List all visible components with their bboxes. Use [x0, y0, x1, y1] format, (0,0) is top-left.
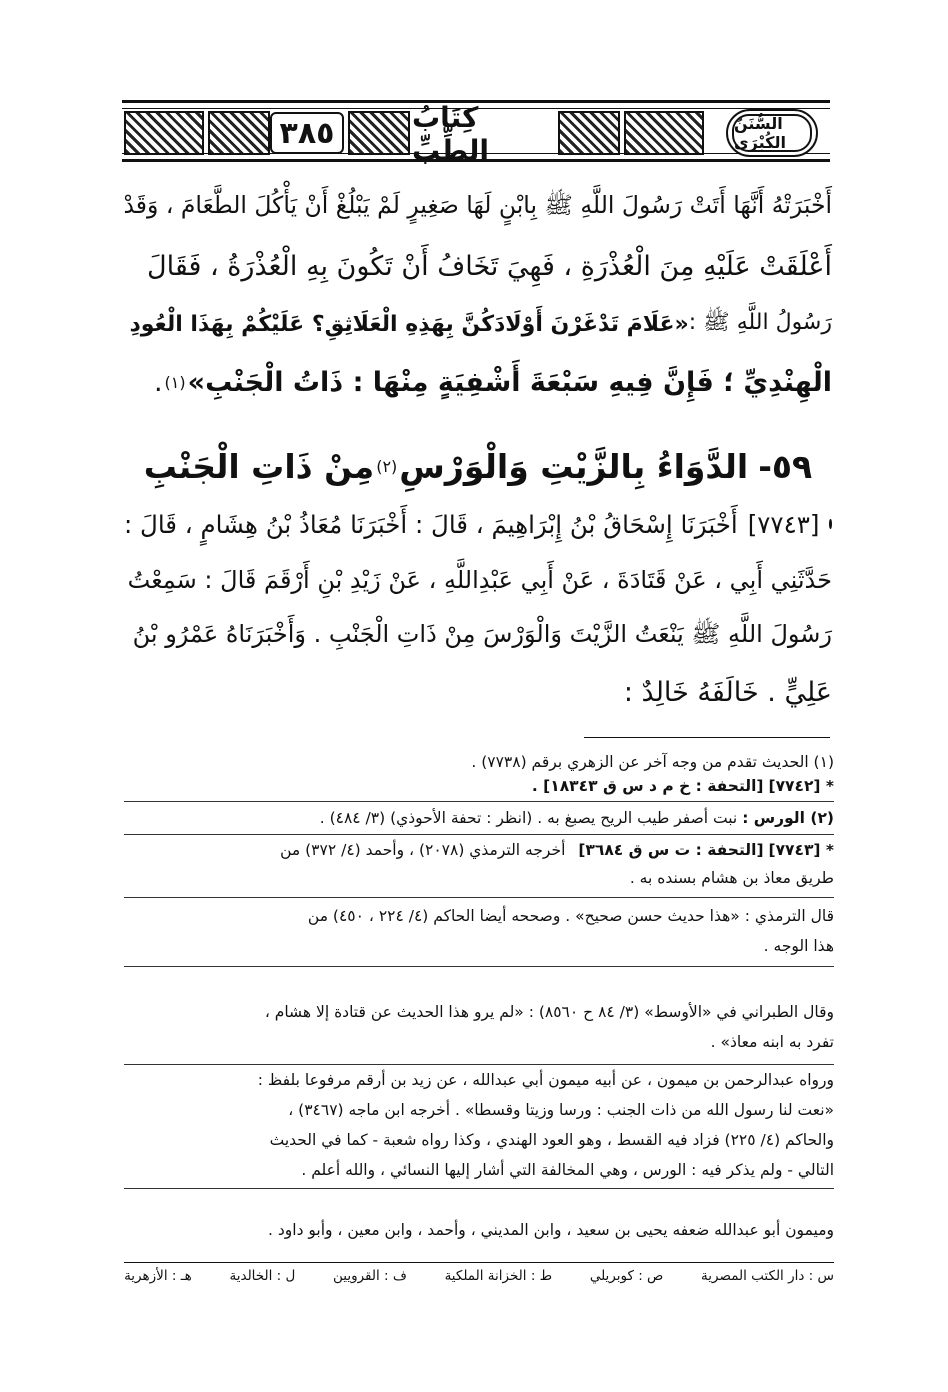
- hadith-line-1: [124, 496, 832, 552]
- footnote-star-2-text: أخرجه الترمذي (٢٠٧٨) ، وأحمد (٤/ ٣٧٢) من: [280, 841, 566, 859]
- legend-item: ف : القرويين: [332, 1268, 407, 1284]
- section-title-part1: الدَّوَاءُ بِالزَّيْتِ وَالْوَرْسِ: [399, 446, 749, 486]
- footnote-divider-2: [124, 834, 834, 835]
- hadith-line-3: [124, 608, 832, 664]
- footnote-2-text: نبت أصفر طيب الريح يصبغ به . (انظر : تحفة الأحوذي) (٣/ ٤٨٤) .: [319, 809, 738, 827]
- footnote-p3-line1: ورواه عبدالرحمن بن ميمون ، عن أبيه ميمون أبي عبدالله ، عن زيد بن أرقم مرفوعا بلفظ :: [257, 1071, 834, 1089]
- ornament-center-left: [348, 111, 410, 155]
- footnote-2-label: (٢) الورس :: [742, 809, 834, 827]
- footnote-star-2: [124, 838, 834, 862]
- text-line-3-prefix: رَسُولُ اللَّهِ ﷺ :: [688, 310, 832, 335]
- manuscript-legend: [124, 1268, 834, 1290]
- footnote-p2-line2: تفرد به ابنه معاذ» .: [710, 1033, 834, 1051]
- footnote-divider-3: [124, 897, 834, 898]
- footnote-star-1-id: * [٧٧٤٢]: [768, 777, 834, 795]
- header-inner-frame: [122, 101, 830, 167]
- footnote-star-1: [124, 774, 834, 798]
- legend-item: ص : كوبريلي: [589, 1268, 664, 1284]
- hadith-line-2-content: حَدَّثَنِي أَبِي ، عَنْ قَتَادَةَ ، عَنْ أَبِي عَبْدِاللَّهِ ، عَنْ زَيْدِ بْنِ أَرْقَمَ قَالَ : سَمِعْتُ: [127, 566, 832, 594]
- section-title-part2: مِنْ ذَاتِ الْجَنْبِ: [143, 446, 375, 486]
- text-line-2: [124, 238, 832, 294]
- section-number: ٥٩-: [758, 446, 813, 486]
- hadith-line-2: [124, 552, 832, 608]
- legend-item: س : دار الكتب المصرية: [701, 1268, 834, 1284]
- text-line-2-content: أَعْلَقَتْ عَلَيْهِ مِنَ الْعُذْرَةِ ، فَهِيَ تَخَافُ أَنْ تَكُونَ بِهِ الْعُذْرَةُ ، فَقَالَ: [147, 250, 832, 282]
- medallion-text: السُّنَنُ الكُبْرَى: [732, 114, 812, 152]
- hadith-id: [٧٧٤٣]: [747, 509, 820, 539]
- text-line-4-end: .: [153, 366, 163, 398]
- legend-item: ط : الخزانة الملكية: [444, 1268, 553, 1284]
- series-medallion: [726, 109, 818, 157]
- page-number: ٣٨٥: [270, 112, 344, 154]
- footnote-divider-1: [124, 801, 834, 802]
- page-header: [122, 100, 830, 167]
- footnote-divider-5: [124, 1064, 834, 1065]
- ornament-center-right: [558, 111, 620, 155]
- footnote-1: (١) الحديث تقدم من وجه آخر عن الزهري برقم (٧٧٣٨) .: [471, 753, 834, 771]
- footnote-p3-line3: والحاكم (٤/ ٢٢٥) فزاد فيه القسط ، وهو العود الهندي ، وكذا رواه شعبة - كما في الحديث: [269, 1131, 834, 1149]
- footnote-p1-line2: هذا الوجه .: [763, 937, 834, 955]
- footnote-divider-4: [124, 966, 834, 967]
- text-line-3: [124, 296, 832, 352]
- footnote-marker-2: (٢): [376, 456, 398, 476]
- footnote-p3-line2: «نعت لنا رسول الله من ذات الجنب : ورسا وزيتا وقسطا» . أخرجه ابن ماجه (٣٤٦٧) ،: [288, 1101, 834, 1119]
- text-line-1: [124, 180, 832, 236]
- text-line-4-quote: الْهِنْدِيِّ ؛ فَإِنَّ فِيهِ سَبْعَةَ أَشْفِيَةٍ مِنْهَا : ذَاتُ الْجَنْبِ»: [187, 366, 832, 398]
- ornament-left-outer: [124, 111, 204, 155]
- ornament-right-inner: [624, 111, 704, 155]
- legend-rule: [124, 1262, 834, 1263]
- hadith-line-4-content: عَلِيٍّ . خَالَفَهُ خَالِدٌ :: [623, 676, 832, 708]
- footnote-divider-6: [124, 1188, 834, 1189]
- footnote-star-2-id: * [٧٧٤٣]: [768, 841, 834, 859]
- section-heading: [124, 434, 832, 498]
- ornament-left-inner: [208, 111, 270, 155]
- legend-item: ل : الخالدية: [229, 1268, 296, 1284]
- hadith-line-4: [124, 664, 832, 720]
- footnote-star-2-cont: طريق معاذ بن هشام بسنده به .: [629, 869, 834, 887]
- hadith-line-1-content: أَخْبَرَنَا إِسْحَاقُ بْنُ إِبْرَاهِيمَ ، قَالَ : أَخْبَرَنَا مُعَاذُ بْنُ هِشَامٍ ، قَالَ :: [124, 509, 738, 539]
- legend-item: هـ : الأزهرية: [124, 1268, 192, 1284]
- footnote-p4-line1: وميمون أبو عبدالله ضعفه يحيى بن سعيد ، وابن المديني ، وأحمد ، وابن معين ، وأبو داود .: [268, 1221, 834, 1239]
- text-line-1-content: أَخْبَرَتْهُ أَنَّهَا أَتَتْ رَسُولَ اللَّهِ ﷺ بِابْنٍ لَهَا صَغِيرٍ لَمْ يَبْلُغْ أَنْ يَأْكُلَ الطَّعَامَ ، وَقَدْ: [123, 191, 832, 219]
- footnote-star-2-tuhfa: [التحفة : ت س ق ٣٦٨٤]: [578, 841, 764, 859]
- footnote-2: [124, 806, 834, 830]
- footnote-star-1-text: [التحفة : خ م د س ق ١٨٣٤٣] .: [531, 777, 764, 795]
- footnote-p3-line4: التالي - ولم يذكر فيه : الورس ، وهي المخالفة التي أشار إليها النسائي ، والله أعلم .: [301, 1161, 834, 1179]
- book-title: كِتَابُ الطِّبِّ: [412, 101, 490, 167]
- text-line-4: [124, 354, 832, 410]
- footnote-p2-line1: وقال الطبراني في «الأوسط» (٣/ ٨٤ ح ٨٥٦٠) : «لم يرو هذا الحديث عن قتادة إلا هشام ،: [264, 1003, 834, 1021]
- text-line-3-quote: «عَلَامَ تَدْغَرْنَ أَوْلَادَكُنَّ بِهَذِهِ الْعَلَاثِقِ؟ عَلَيْكُمْ بِهَذَا الْعُودِ: [129, 311, 689, 337]
- bullet-icon: [829, 519, 832, 529]
- footnote-p1-line1: قال الترمذي : «هذا حديث حسن صحيح» . وصححه أيضا الحاكم (٤/ ٢٢٤ ، ٤٥٠) من: [307, 907, 834, 925]
- footnote-rule: [584, 737, 830, 738]
- footnote-marker-1: (١): [164, 372, 186, 392]
- hadith-line-3-content: رَسُولَ اللَّهِ ﷺ يَنْعَتُ الزَّيْتَ وَالْوَرْسَ مِنْ ذَاتِ الْجَنْبِ . وَأَخْبَرَنَاهُ عَمْرُو بْنُ: [132, 619, 832, 648]
